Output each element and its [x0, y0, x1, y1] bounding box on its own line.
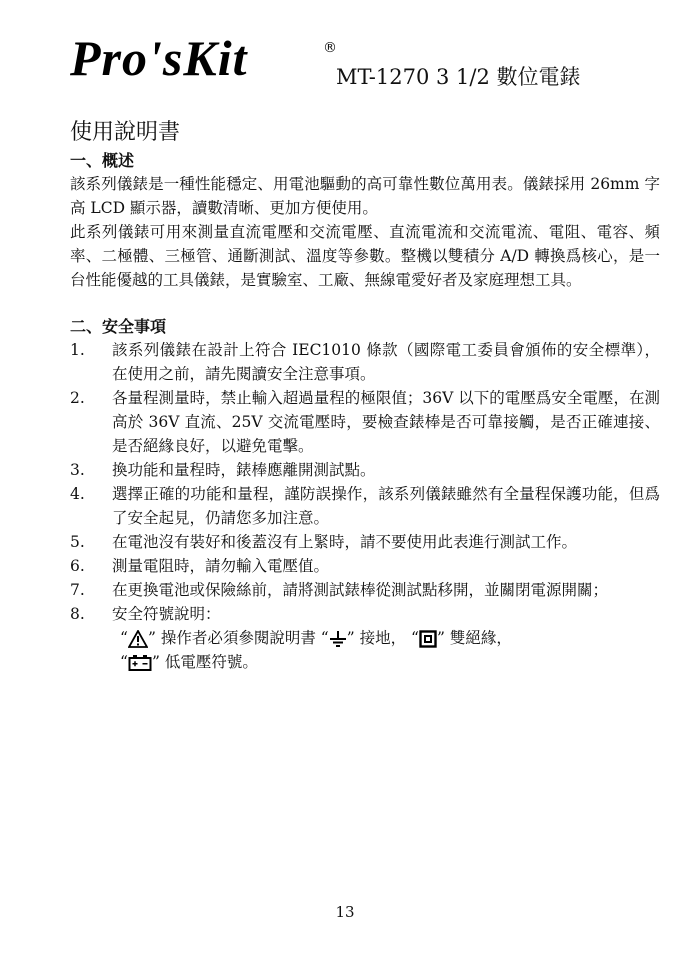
list-item: 6. 測量電阻時，請勿輸入電壓值。	[70, 557, 330, 575]
double-insulation-icon	[419, 630, 437, 648]
list-item: 3. 換功能和量程時，錶棒應離開測試點。	[70, 461, 376, 479]
ground-icon	[329, 630, 347, 648]
page-number: 13	[335, 903, 355, 921]
brand-logo: Pro'sKit	[70, 30, 248, 86]
list-item: 7. 在更換電池或保險絲前，請將測試錶棒從測試點移開，並關閉電源開關；	[70, 581, 609, 599]
warning-triangle-icon	[128, 630, 148, 648]
page-header	[70, 28, 670, 98]
safety-symbols-line-2: “ ” 低電壓符號。	[120, 653, 258, 671]
overview-paragraph-1: 該系列儀錶是一種性能穩定、用電池驅動的高可靠性數位萬用表。儀錶採用 26mm 字高 LCD 顯示器，讀數清晰、更加方便使用。	[70, 175, 660, 217]
list-item: 5. 在電池沒有裝好和後蓋沒有上緊時，請不要使用此表進行測試工作。	[70, 533, 578, 551]
list-item: 1. 該系列儀錶在設計上符合 IEC1010 條款（國際電工委員會頒佈的安全標準），在使用之前，請先閱讀安全注意事項。	[70, 341, 660, 383]
safety-list	[70, 338, 660, 626]
battery-icon	[128, 654, 152, 672]
registered-mark: ®	[323, 40, 337, 56]
safety-symbols-line-1: “ ” 操作者必須參閱說明書 “ ” 接地， “ ” 雙絕緣，	[120, 629, 512, 647]
model-title: MT-1270 3 1/2 數位電錶	[336, 65, 581, 89]
page-title: 使用說明書	[70, 120, 181, 145]
overview-paragraph-2: 此系列儀錶可用來測量直流電壓和交流電壓、直流電流和交流電流、電阻、電容、頻率、二極體、三極管、通斷測試、溫度等參數。整機以雙積分 A/D 轉換爲核心，是一台性能優越的工具儀錶，是實驗室、工廠、無線電愛好者及家庭理想工具。	[70, 223, 660, 289]
overview-heading: 一、概述	[70, 151, 135, 170]
list-item: 8. 安全符號說明：	[70, 605, 221, 623]
safety-heading: 二、安全事項	[70, 317, 167, 336]
manual-body	[70, 118, 660, 674]
list-item: 2. 各量程測量時，禁止輸入超過量程的極限值；36V 以下的電壓爲安全電壓，在測高於 36V 直流、25V 交流電壓時，要檢查錶棒是否可靠接觸，是否正確連接、是否絕緣良好，以避免電擊。	[70, 389, 660, 455]
list-item: 4. 選擇正確的功能和量程，謹防誤操作，該系列儀錶雖然有全量程保護功能，但爲了安全起見，仍請您多加注意。	[70, 485, 660, 527]
